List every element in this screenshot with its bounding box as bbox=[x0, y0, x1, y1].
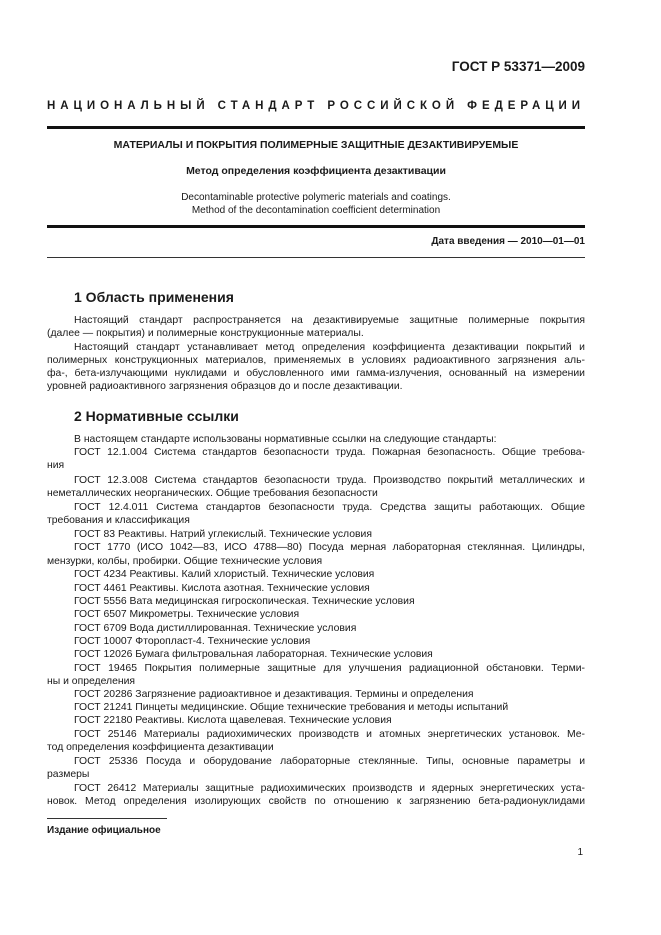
paragraph-line: фа-, бета-излучающими нуклидами и обусловленного ими гамма-излучения, основанный на измерении bbox=[47, 368, 585, 379]
reference-line: ГОСТ 4461 Реактивы. Кислота азотная. Технические условия bbox=[74, 583, 370, 594]
title-divider bbox=[47, 225, 585, 228]
reference-line: ГОСТ 20286 Загрязнение радиоактивное и дезактивация. Термины и определения bbox=[74, 689, 474, 700]
reference-line: ГОСТ 5556 Вата медицинская гигроскопическая. Технические условия bbox=[74, 596, 415, 607]
national-standard-heading: НАЦИОНАЛЬНЫЙ СТАНДАРТ РОССИЙСКОЙ ФЕДЕРАЦИИ bbox=[47, 100, 585, 112]
reference-line: ГОСТ 26412 Материалы защитные радиохимических производств и ядерных энергетических уста- bbox=[74, 783, 585, 794]
paragraph-line: В настоящем стандарте использованы нормативные ссылки на следующие стандарты: bbox=[74, 434, 497, 445]
reference-line: ГОСТ 22180 Реактивы. Кислота щавелевая. Технические условия bbox=[74, 715, 392, 726]
reference-line: ГОСТ 6507 Микрометры. Технические условия bbox=[74, 609, 300, 620]
reference-line: ны и определения bbox=[47, 676, 136, 687]
reference-line: ГОСТ 4234 Реактивы. Калий хлористый. Технические условия bbox=[74, 569, 375, 580]
reference-line: ГОСТ 25146 Материалы радиохимических производств и атомных энергетических установок. Ме- bbox=[74, 729, 585, 740]
official-edition-label: Издание официальное bbox=[47, 825, 161, 836]
document-subtitle: Метод определения коэффициента дезактивации bbox=[186, 165, 446, 177]
paragraph-line: уровней радиоактивного загрязнения образцов до и после дезактивации. bbox=[47, 381, 403, 392]
reference-line: ГОСТ 12.1.004 Система стандартов безопасности труда. Пожарная безопасность. Общие требова- bbox=[74, 447, 585, 458]
english-title-line-2: Method of the decontamination coefficient determination bbox=[191, 205, 441, 216]
reference-line: тод определения коэффициента дезактивации bbox=[47, 742, 274, 753]
date-divider bbox=[47, 257, 585, 258]
reference-line: ГОСТ 1770 (ИСО 1042—83, ИСО 4788—80) Посуда мерная лабораторная стеклянная. Цилиндры, bbox=[74, 542, 585, 553]
reference-line: неметаллических неорганических. Общие требования безопасности bbox=[47, 488, 378, 499]
reference-line: размеры bbox=[47, 769, 90, 780]
english-title-line-1: Decontaminable protective polymeric materials and coatings. bbox=[181, 192, 451, 203]
section-1-heading: 1 Область применения bbox=[74, 289, 234, 305]
document-title: МАТЕРИАЛЫ И ПОКРЫТИЯ ПОЛИМЕРНЫЕ ЗАЩИТНЫЕ ДЕЗАКТИВИРУЕМЫЕ bbox=[113, 139, 519, 151]
reference-line: ГОСТ 21241 Пинцеты медицинские. Общие технические требования и методы испытаний bbox=[74, 702, 509, 713]
reference-line: ГОСТ 25336 Посуда и оборудование лабораторные стеклянные. Типы, основные параметры и bbox=[74, 756, 585, 767]
reference-line: ГОСТ 10007 Фторопласт-4. Технические условия bbox=[74, 636, 311, 647]
paragraph-line: Настоящий стандарт устанавливает метод определения коэффициента дезактивации покрытий и bbox=[74, 342, 585, 353]
reference-line: новок. Метод определения изолирующих свойств по отношению к загрязнению бета-радионуклидами bbox=[47, 796, 585, 807]
document-number: ГОСТ Р 53371—2009 bbox=[451, 59, 585, 74]
reference-line: ГОСТ 19465 Покрытия полимерные защитные для улучшения радиационной обстановки. Терми- bbox=[74, 663, 585, 674]
reference-line: мензурки, колбы, пробирки. Общие технические условия bbox=[47, 556, 323, 567]
reference-line: ГОСТ 12.4.011 Система стандартов безопасности труда. Средства защиты работающих. Общие bbox=[74, 502, 585, 513]
reference-line: ния bbox=[47, 460, 65, 471]
paragraph-line: полимерных конструкционных материалов, применяемых в условиях радиоактивного загрязнения аль- bbox=[47, 355, 585, 366]
reference-line: ГОСТ 6709 Вода дистиллированная. Технические условия bbox=[74, 623, 357, 634]
paragraph-line: (далее — покрытия) и полимерные конструкционные материалы. bbox=[47, 328, 364, 339]
reference-line: ГОСТ 83 Реактивы. Натрий углекислый. Технические условия bbox=[74, 529, 372, 540]
footer-divider bbox=[47, 818, 167, 819]
top-divider bbox=[47, 126, 585, 129]
paragraph-line: Настоящий стандарт распространяется на дезактивируемые защитные полимерные покрытия bbox=[74, 315, 585, 326]
reference-line: ГОСТ 12.3.008 Система стандартов безопасности труда. Производство покрытий металлических и bbox=[74, 475, 585, 486]
reference-line: ГОСТ 12026 Бумага фильтровальная лабораторная. Технические условия bbox=[74, 649, 433, 660]
section-2-heading: 2 Нормативные ссылки bbox=[74, 408, 239, 424]
page-number: 1 bbox=[577, 847, 583, 858]
reference-line: требования и классификация bbox=[47, 515, 190, 526]
introduction-date: Дата введения — 2010—01—01 bbox=[431, 236, 585, 247]
